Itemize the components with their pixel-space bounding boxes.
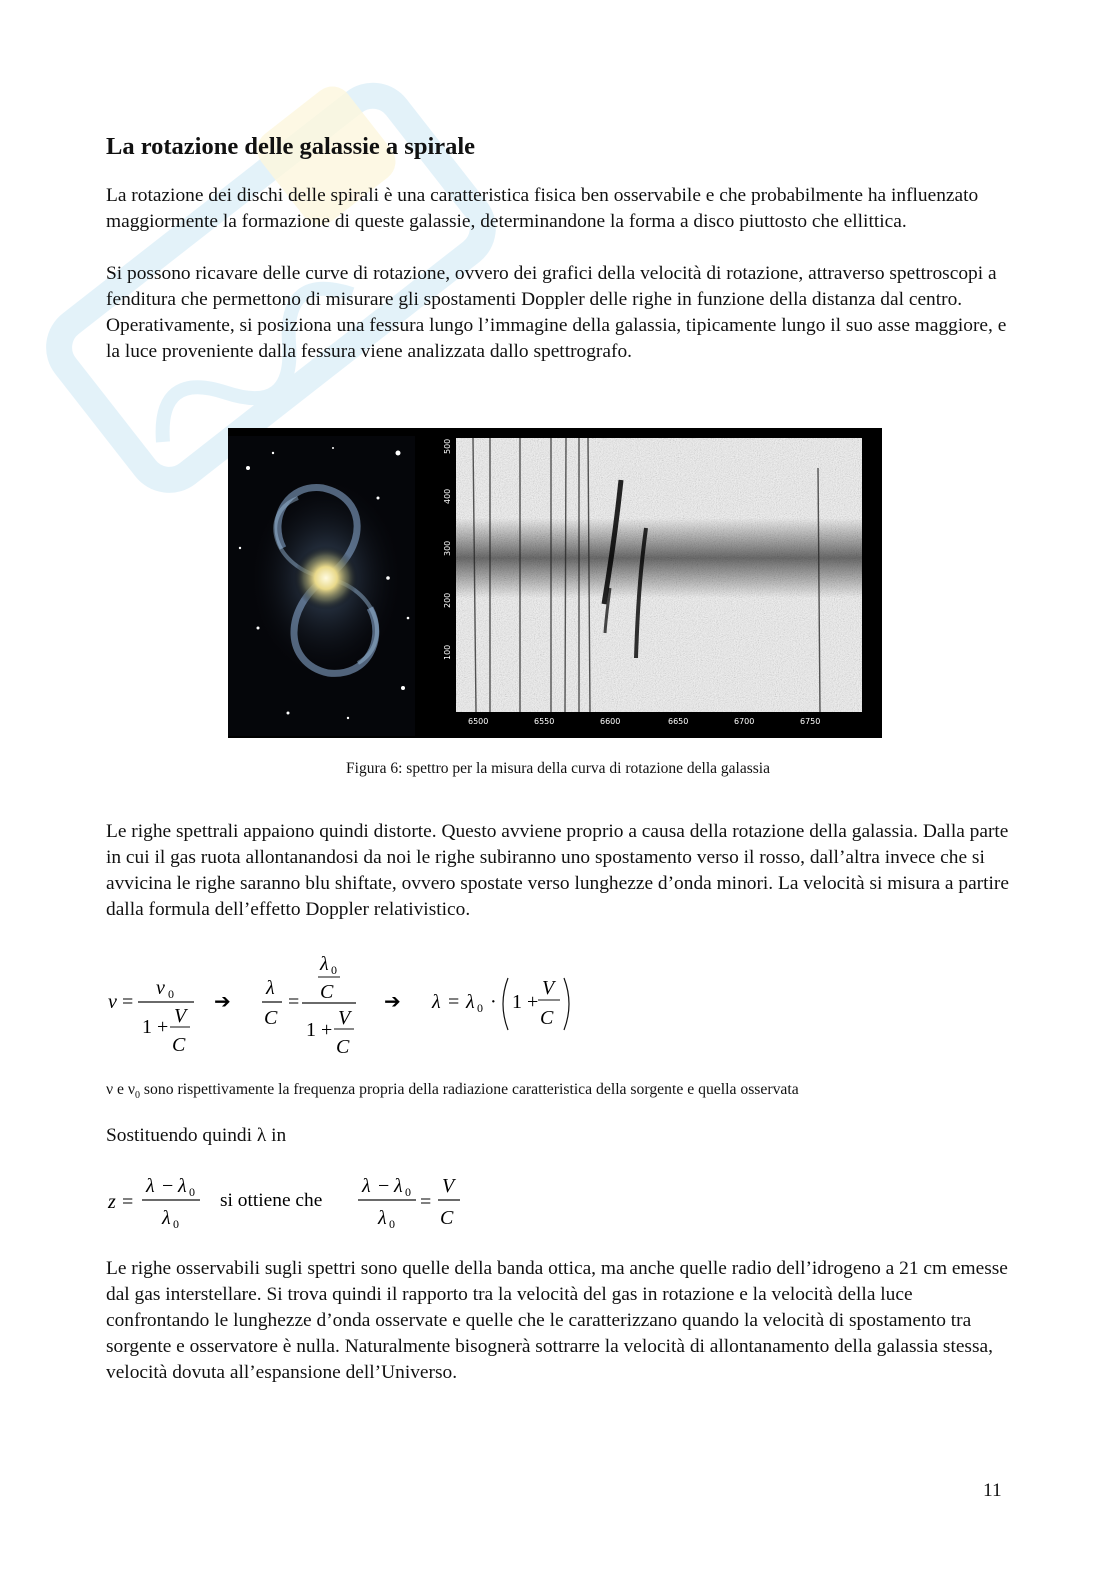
v-symbol: V: [174, 1005, 187, 1027]
redshift-formulas: [104, 1168, 484, 1234]
y-tick-100: 100: [443, 644, 452, 660]
note-suffix: sono rispettivamente la frequenza propria della radiazione caratteristica della sorgente e quella osservata: [140, 1081, 799, 1098]
lambda-symbol: λ: [266, 977, 275, 999]
sostituendo-line: Sostituendo quindi λ in: [106, 1125, 287, 1146]
dot-operator: ·: [490, 991, 497, 1013]
y-tick-500: 500: [443, 438, 452, 454]
v-symbol: V: [338, 1007, 351, 1029]
figure-caption: Figura 6: spettro per la misura della curva di rotazione della galassia: [346, 760, 770, 777]
doppler-paragraph: Le righe spettrali appaiono quindi distorte. Questo avviene proprio a causa della rotazione della galassia. Dalla parte in cui il gas ruota allontanandosi da noi le righe subiranno uno spostamento verso il rosso, dall’altra invece che si avvicina le righe saranno blu shiftate, ovvero spostate verso lunghezze d’onda minori. La velocità si misura a partire dalla formula dell’effetto Doppler relativistico.: [106, 821, 1009, 920]
one-plus: 1 +: [142, 1016, 169, 1038]
c-symbol: C: [540, 1007, 554, 1029]
lambda-symbol: λ: [362, 1175, 371, 1197]
lambda0-symbol: λ: [320, 953, 329, 975]
one-plus: 1 +: [306, 1019, 333, 1041]
v-symbol: V: [442, 1175, 455, 1197]
x-tick-6700: 6700: [734, 717, 755, 726]
lambda0-subscript: 0: [405, 1185, 411, 1199]
spectrum-image: [443, 438, 862, 726]
c-symbol: C: [264, 1007, 278, 1029]
intro-paragraph: La rotazione dei dischi delle spirali è una caratteristica fisica ben osservabile e che probabilmente ha influenzato maggiormente la formazione di queste galassie, determinandone la forma a disco piuttosto che ellittica.: [106, 185, 979, 232]
conclusion-paragraph: Le righe osservabili sugli spettri sono quelle della banda ottica, ma anche quelle radio dell’idrogeno a 21 cm emesse dal gas interstellare. Si trova quindi il rapporto tra la velocità del gas in rotazione e la velocità della luce confrontando le lunghezze d’onda osservate e quelle che le caratterizzano quando la velocità di spostamento tra sorgente e osservatore è nulla. Naturalmente bisognerà sottrarre la velocità di allontanamento della galassia stessa, velocità dovuta all’espansione dell’Universo.: [106, 1258, 1008, 1383]
nu-symbol: ν: [108, 991, 117, 1013]
x-tick-6500: 6500: [468, 717, 489, 726]
minus-sign: −: [378, 1175, 390, 1197]
x-tick-6750: 6750: [800, 717, 821, 726]
si-ottiene-che: si ottiene che: [220, 1190, 323, 1211]
lambda0-symbol: λ: [394, 1175, 403, 1197]
lambda0-subscript: 0: [477, 1001, 483, 1015]
x-tick-6650: 6650: [668, 717, 689, 726]
lambda-symbol: λ: [146, 1175, 155, 1197]
note-line: [106, 1081, 799, 1101]
arrow-icon: ➔: [384, 991, 401, 1013]
equals-sign: =: [122, 991, 134, 1013]
v-symbol: V: [542, 977, 555, 999]
doppler-formulas: [104, 950, 604, 1062]
lambda0-subscript: 0: [173, 1217, 179, 1231]
arrow-icon: ➔: [214, 991, 231, 1013]
lambda0-subscript: 0: [389, 1217, 395, 1231]
c-symbol: C: [336, 1036, 350, 1058]
x-tick-6550: 6550: [534, 717, 555, 726]
equals-sign: =: [448, 991, 460, 1013]
method-paragraph: Si possono ricavare delle curve di rotazione, ovvero dei grafici della velocità di rotazione, attraverso spettroscopi a fenditura che permettono di misurare gli spostamenti Doppler delle righe in funzione della distanza dal centro. Operativamente, si posiziona una fessura lungo l’immagine della galassia, tipicamente lungo il suo asse maggiore, e la luce proveniente dalla fessura viene analizzata dallo spettrografo.: [106, 263, 1007, 362]
note-subscript: 0: [135, 1090, 140, 1102]
z-symbol: z: [108, 1191, 116, 1213]
galaxy-image: [228, 436, 415, 736]
equals-sign: =: [288, 991, 300, 1013]
lambda0-symbol: λ: [466, 991, 475, 1013]
nu0-symbol: ν: [156, 977, 165, 999]
c-symbol: C: [440, 1207, 454, 1229]
y-tick-200: 200: [443, 592, 452, 608]
y-tick-400: 400: [443, 488, 452, 504]
page-number: 11: [983, 1480, 1002, 1501]
c-symbol: C: [172, 1034, 186, 1056]
lambda0-symbol: λ: [162, 1207, 171, 1229]
x-tick-6600: 6600: [600, 717, 621, 726]
page-title: La rotazione delle galassie a spirale: [106, 133, 476, 160]
one-plus: 1 +: [512, 991, 539, 1013]
equals-sign: =: [122, 1191, 134, 1213]
equals-sign: =: [420, 1191, 432, 1213]
lambda0-symbol: λ: [378, 1207, 387, 1229]
lambda0-subscript: 0: [189, 1185, 195, 1199]
lambda-symbol: λ: [432, 991, 441, 1013]
minus-sign: −: [162, 1175, 174, 1197]
c-symbol: C: [320, 981, 334, 1003]
y-tick-300: 300: [443, 540, 452, 556]
spectrum-figure: [228, 428, 882, 738]
nu0-subscript: 0: [168, 987, 174, 1001]
lambda0-symbol: λ: [178, 1175, 187, 1197]
lambda0-subscript: 0: [331, 963, 337, 977]
note-prefix: ν e ν: [106, 1081, 135, 1098]
